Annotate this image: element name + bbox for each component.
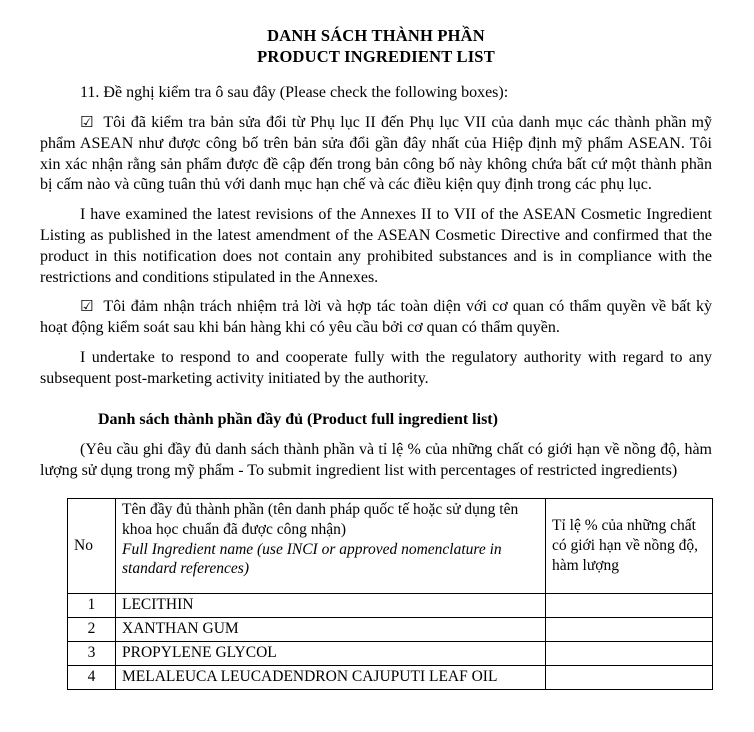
- ingredient-name: XANTHAN GUM: [116, 618, 546, 642]
- row-number: 2: [68, 618, 116, 642]
- ingredient-percent: [546, 618, 713, 642]
- table-header-ingredient-name: [116, 499, 546, 594]
- table-row: [68, 594, 713, 618]
- table-row: [68, 666, 713, 690]
- full-ingredient-list-heading: Danh sách thành phần đầy đủ (Product full ingredient list): [98, 410, 498, 428]
- declaration-1-english: I have examined the latest revisions of the Annexes II to VII of the ASEAN Cosmetic Ingredient Listing as published in the latest amendment of the ASEAN Cosmetic Directive and confirmed that the product in this notification does not contain any prohibited substances and is in compliance with the restrictions and conditions stipulated in the Annexes.: [40, 206, 712, 286]
- table-row: [68, 642, 713, 666]
- table-header-percent: Tỉ lệ % của những chất có giới hạn về nồng độ, hàm lượng: [546, 499, 713, 594]
- document-title-en: PRODUCT INGREDIENT LIST: [257, 46, 495, 66]
- declaration-2-vietnamese: [40, 297, 712, 339]
- declaration-2-english: I undertake to respond to and cooperate fully with the regulatory authority with regard to any subsequent post-marketing activity initiated by the authority.: [40, 349, 712, 387]
- ingredient-name: MELALEUCA LEUCADENDRON CAJUPUTI LEAF OIL: [116, 666, 546, 690]
- document-title-block: [40, 26, 712, 67]
- table-row: [68, 618, 713, 642]
- ingredient-percent: [546, 666, 713, 690]
- row-number: 1: [68, 594, 116, 618]
- table-header-no: No: [68, 499, 116, 594]
- ingredient-percent: [546, 642, 713, 666]
- checked-checkbox-icon[interactable]: ☑: [80, 113, 94, 132]
- ingredient-table: [67, 498, 713, 690]
- ingredient-name: LECITHIN: [116, 594, 546, 618]
- table-header-row: [68, 499, 713, 594]
- document-title-vn: DANH SÁCH THÀNH PHẦN: [267, 26, 485, 45]
- ingredient-percent: [546, 594, 713, 618]
- row-number: 3: [68, 642, 116, 666]
- intro-line: 11. Đề nghị kiểm tra ô sau đây (Please check the following boxes):: [80, 84, 509, 102]
- declaration-1-vietnamese-text: Tôi đã kiểm tra bản sửa đổi từ Phụ lục II đến Phụ lục VII của danh mục các thành phần mỹ phẩm ASEAN như được công bố trên bản sửa đổi gần đây nhất của Hiệp định mỹ phẩm ASEAN. Tôi xin xác nhận rằng sản phẩm được đề cập đến trong bản công bố này không chứa bất cứ một thành phần bị cấm nào và cũng tuân thủ với danh mục hạn chế và các điều kiện quy định trong các phụ lục.: [40, 114, 712, 194]
- table-header-ingredient-name-en: Full Ingredient name (use INCI or approved nomenclature in standard references): [122, 540, 502, 578]
- table-header-ingredient-name-vn: Tên đầy đủ thành phần (tên danh pháp quốc tế hoặc sử dụng tên khoa học chuẩn đã được công nhận): [122, 501, 519, 538]
- row-number: 4: [68, 666, 116, 690]
- ingredient-name: PROPYLENE GLYCOL: [116, 642, 546, 666]
- declaration-2-vietnamese-text: Tôi đảm nhận trách nhiệm trả lời và hợp tác toàn diện với cơ quan có thẩm quyền về bất kỳ hoạt động kiểm soát sau khi bán hàng khi có yêu cầu bởi cơ quan có thẩm quyền.: [40, 298, 712, 337]
- full-ingredient-list-note: (Yêu cầu ghi đầy đủ danh sách thành phần và tỉ lệ % của những chất có giới hạn về nồng độ, hàm lượng sử dụng trong mỹ phẩm - To submit ingredient list with percentages of restricted ingredients): [40, 441, 712, 480]
- checked-checkbox-icon[interactable]: ☑: [80, 297, 94, 316]
- declaration-1-vietnamese: [40, 113, 712, 196]
